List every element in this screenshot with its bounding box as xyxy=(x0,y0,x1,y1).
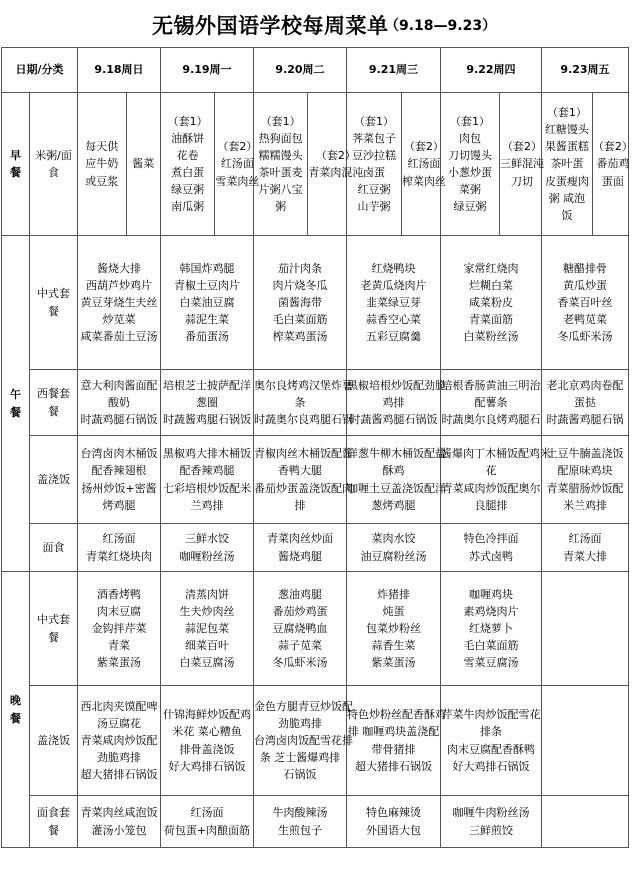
menu-cell xyxy=(78,796,161,848)
meal-label-dinner: 晚 餐 xyxy=(2,572,30,848)
menu-item: 蒜泥包菜 xyxy=(185,621,229,635)
menu-item: 劲脆鸡排 xyxy=(278,716,322,730)
menu-item: 每天供 xyxy=(85,140,119,154)
menu-cell xyxy=(161,524,254,572)
menu-item: 蒜子苋菜 xyxy=(278,639,322,653)
menu-item: 炸猪排 xyxy=(377,587,410,601)
menu-item: 五彩豆腐羹 xyxy=(366,330,421,344)
menu-item: 细菜百叶 xyxy=(185,639,229,653)
menu-item: 时蔬鸡腿石锅饭 xyxy=(80,413,158,427)
menu-item: 青菜大排 xyxy=(563,549,607,563)
dinner-noodle-row xyxy=(2,796,629,848)
menu-item: 排 咖喱鸡块盖浇配 xyxy=(347,725,440,739)
menu-item: 紫菜蛋汤 xyxy=(371,656,416,670)
menu-item: 番茄蛋汤 xyxy=(185,330,229,344)
menu-item: 生夫炒肉丝 xyxy=(179,604,235,618)
menu-item: 粥 xyxy=(275,200,287,214)
menu-item: 时蔬酱鸡腿石锅饭 xyxy=(349,413,438,427)
menu-item: 配薯条 xyxy=(474,395,508,409)
menu-item: 青菜咸肉炒饭配 xyxy=(80,733,158,747)
menu-item: 青菜肉混沌 xyxy=(308,166,364,179)
menu-item: 菜粥 xyxy=(459,183,481,197)
menu-item: （套1） xyxy=(353,114,394,128)
menu-item: 粥 咸泡 xyxy=(548,191,586,205)
menu-item: 青椒肉丝木桶饭配酱 xyxy=(254,447,353,461)
menu-cell xyxy=(161,436,254,524)
menu-item: （套2） xyxy=(592,140,633,154)
breakfast-cell xyxy=(542,93,633,236)
menu-item: 葱油鸡腿 xyxy=(278,587,322,601)
menu-item: 土豆牛腩盖浇饭 xyxy=(546,447,624,461)
menu-item: 茄汁肉条 xyxy=(278,261,322,275)
menu-cell xyxy=(161,236,254,370)
menu-item: 豆沙拉糕 xyxy=(351,148,396,162)
menu-cell xyxy=(347,436,446,524)
menu-item: 香菜百叶丝 xyxy=(557,295,613,309)
menu-item: （套1） xyxy=(450,114,490,128)
category-label: 中式套餐 xyxy=(30,572,78,686)
menu-item: 刀切馒头 xyxy=(448,148,492,162)
menu-item: 牛肉酸辣汤 xyxy=(272,806,328,820)
header-day: 9.21周三 xyxy=(347,48,441,93)
menu-cell xyxy=(542,236,629,370)
menu-item: 皮蛋瘦肉 xyxy=(544,174,589,188)
menu-item: 意大利肉酱面配 xyxy=(80,378,158,392)
menu-cell xyxy=(78,436,161,524)
menu-item: 红汤面 xyxy=(220,157,254,171)
menu-cell xyxy=(441,524,542,572)
menu-cell xyxy=(78,370,161,436)
menu-cell xyxy=(254,236,347,370)
category-label: 中式套餐 xyxy=(30,236,78,370)
header-day: 9.19周一 xyxy=(161,48,254,93)
menu-item: 肉末豆腐 xyxy=(97,604,141,618)
menu-item: 青菜腊肠炒饭配 xyxy=(546,481,624,495)
menu-item: 咸菜粉皮 xyxy=(469,295,513,309)
category-label: 面食 xyxy=(30,524,78,572)
menu-item: 培根芝士披萨配洋 xyxy=(163,378,251,392)
menu-item: 西北肉夹馍配啤 xyxy=(80,699,158,713)
menu-item: 酱烧鸡腿 xyxy=(278,549,322,563)
breakfast-cell xyxy=(78,93,161,236)
menu-item: 老鸭苋菜 xyxy=(563,313,607,327)
menu-cell xyxy=(161,686,254,796)
menu-item: 好大鸡排石锅饭 xyxy=(168,759,246,773)
menu-item: 绿豆粥 xyxy=(453,200,487,214)
menu-item: 雪菜肉丝 xyxy=(215,174,260,188)
menu-item: 汤豆腐花 xyxy=(97,716,141,730)
menu-item: 毛白菜面筋 xyxy=(463,639,519,653)
menu-cell xyxy=(78,236,161,370)
meal-label-lunch: 午 餐 xyxy=(2,236,30,572)
menu-item: 咖喱鸡块 xyxy=(469,587,513,601)
menu-item: 毛白菜面筋 xyxy=(272,313,328,327)
menu-item: （套2） xyxy=(217,140,258,154)
menu-cell xyxy=(542,436,629,524)
menu-item: 蒜香生菜 xyxy=(371,639,416,653)
menu-item: （套2） xyxy=(403,140,444,154)
menu-item: （套2） xyxy=(502,140,542,154)
menu-item: 包菜炒粉丝 xyxy=(366,621,421,635)
menu-item: 奥尔良烤鸡汉堡炸薯 xyxy=(254,378,353,392)
menu-item: 超大猪排石锅饭 xyxy=(355,759,432,773)
lunch-noodle-row xyxy=(2,524,629,572)
menu-item: 应牛奶 xyxy=(85,157,119,171)
menu-item: 白菜粉丝汤 xyxy=(463,330,519,344)
weekly-menu-table xyxy=(1,47,633,848)
menu-item: 红汤面 xyxy=(407,157,441,171)
menu-cell xyxy=(254,436,353,524)
menu-cell xyxy=(78,524,161,572)
menu-item: 台湾卤肉饭配雪花排 xyxy=(254,733,353,747)
menu-cell xyxy=(441,436,551,524)
meal-label-breakfast: 早 餐 xyxy=(2,93,30,236)
menu-item: 油豆腐粉丝汤 xyxy=(360,549,427,563)
menu-item: 良腿排 xyxy=(474,498,508,512)
menu-item: 白菜油豆腐 xyxy=(179,295,235,309)
menu-item: 时蔬奥尔良烤鸡腿石 xyxy=(441,413,541,427)
menu-item: 果酱蛋糕 xyxy=(544,140,589,154)
menu-cell xyxy=(347,686,446,796)
menu-item: 配香辣翅根 xyxy=(91,464,147,478)
menu-item: 红烧萝卜 xyxy=(469,621,513,635)
menu-item: 七彩培根炒饭配米 xyxy=(163,481,251,495)
menu-item: 绿豆粥 xyxy=(171,183,205,197)
menu-item: 榨菜鸡蛋汤 xyxy=(272,330,328,344)
menu-item: （套1） xyxy=(260,114,301,128)
menu-cell xyxy=(542,796,629,848)
menu-item: 酱菜 xyxy=(132,157,155,171)
menu-item: 排条 xyxy=(480,725,502,739)
menu-item: 金色方腿青豆炒饭配 xyxy=(254,699,353,713)
menu-cell xyxy=(254,686,353,796)
menu-item: 豆腐烧鸭血 xyxy=(272,621,328,635)
menu-item: 冬瓜虾米汤 xyxy=(272,656,328,670)
menu-item: 炒苋菜 xyxy=(102,313,136,327)
menu-item: 咖喱粉丝汤 xyxy=(179,549,235,563)
menu-cell xyxy=(542,686,629,796)
menu-item: 小葱炒蛋 xyxy=(448,166,492,179)
menu-item: 家常红烧肉 xyxy=(463,261,519,275)
menu-cell xyxy=(347,796,441,848)
category-label: 盖浇饭 xyxy=(30,686,78,796)
menu-item: 好大鸡排石锅饭 xyxy=(452,759,530,773)
menu-item: 时蔬奥尔良鸡腿石锅 xyxy=(254,413,353,427)
menu-cell xyxy=(161,572,254,686)
menu-item: 台湾卤肉木桶饭 xyxy=(80,447,158,461)
menu-item: 韩国炸鸡腿 xyxy=(179,261,235,275)
header-day: 9.23周五 xyxy=(542,48,629,93)
menu-item: 卤蛋 xyxy=(362,166,385,179)
menu-item: 条 芝士酱爆鸡排 xyxy=(259,751,341,765)
menu-item: 青菜咸肉炒饭配奥尔 xyxy=(441,481,541,495)
menu-cell xyxy=(441,796,542,848)
menu-cell xyxy=(347,572,441,686)
menu-item: 南瓜粥 xyxy=(171,200,205,214)
menu-item: 茶叶蛋麦 xyxy=(258,166,303,179)
menu-item: 青菜肉丝咸泡饭 xyxy=(80,806,158,820)
menu-cell xyxy=(441,236,542,370)
menu-item: 洋葱牛柳木桶饭配盐 xyxy=(347,447,446,461)
menu-cell xyxy=(254,796,347,848)
menu-item: 青菜面筋 xyxy=(469,313,513,327)
header-day: 9.18周日 xyxy=(78,48,161,93)
menu-item: 特色冷拌面 xyxy=(463,532,519,546)
menu-cell xyxy=(441,370,542,436)
menu-item: 酒香烤鸭 xyxy=(97,587,141,601)
menu-item: 特色麻辣烫 xyxy=(366,806,421,820)
menu-item: 条 xyxy=(294,395,306,409)
menu-item: 超大猪排石锅饭 xyxy=(80,768,158,782)
lunch-cn-row xyxy=(2,236,629,370)
menu-item: 菌酱海带 xyxy=(278,295,322,309)
menu-item: 炖蛋 xyxy=(382,604,405,618)
menu-item: 蛋挞 xyxy=(574,395,596,409)
menu-item: 菜肉水饺 xyxy=(371,532,416,546)
menu-item: 番茄炒鸡蛋 xyxy=(272,604,328,618)
header-day: 9.20周二 xyxy=(254,48,347,93)
menu-item: 兰鸡排 xyxy=(190,498,224,512)
menu-item: 烂糊白菜 xyxy=(469,278,513,292)
menu-item: 三鲜水饺 xyxy=(185,532,229,546)
menu-item: 红汤面 xyxy=(190,806,224,820)
menu-item: 排 xyxy=(294,498,306,512)
menu-item: 老北京鸡肉卷配 xyxy=(546,378,624,392)
menu-item: 葱烤鸡腿 xyxy=(371,498,416,512)
menu-item: 时蔬酱鸡腿石锅 xyxy=(546,413,624,427)
menu-item: 糖醋排骨 xyxy=(563,261,607,275)
lunch-rice-row xyxy=(2,436,629,524)
menu-item: 紫菜蛋汤 xyxy=(97,656,141,670)
page-title: 无锡外国语学校每周菜单 xyxy=(152,14,389,38)
lunch-west-row xyxy=(2,370,629,436)
menu-item: 咸菜番茄土豆汤 xyxy=(80,330,158,344)
menu-item: 咖喱土豆盖浇饭配洋 xyxy=(347,481,446,495)
menu-item: 老黄瓜烧肉片 xyxy=(360,278,427,292)
menu-item: 芹菜牛肉炒饭配雪花 xyxy=(441,708,541,722)
menu-item: 荷包蛋+肉酿面筋 xyxy=(163,823,251,837)
breakfast-row xyxy=(2,93,629,236)
menu-item: 石锅饭 xyxy=(283,768,317,782)
menu-title-bar xyxy=(0,10,630,42)
menu-item: 番茄炒蛋盖浇饭配肉 xyxy=(254,481,353,495)
menu-item: 金钩拌芹菜 xyxy=(91,621,147,635)
menu-item: 配原味鸡块 xyxy=(557,464,613,478)
menu-item: 青菜肉丝炒面 xyxy=(267,532,333,546)
menu-item: 或豆浆 xyxy=(85,174,119,188)
menu-cell xyxy=(254,370,353,436)
menu-item: 米兰鸡排 xyxy=(563,498,607,512)
menu-cell xyxy=(347,236,441,370)
menu-item: 灌汤小笼包 xyxy=(91,823,147,837)
menu-item: 茶叶蛋 xyxy=(550,157,584,171)
menu-item: 蒜香空心菜 xyxy=(366,313,421,327)
menu-item: 带骨猪排 xyxy=(371,742,416,756)
menu-item: 蛋面 xyxy=(601,174,624,188)
menu-cell xyxy=(542,524,629,572)
menu-item: 花 xyxy=(485,464,497,478)
menu-cell xyxy=(347,370,446,436)
dinner-rice-row xyxy=(2,686,629,796)
menu-item: 蒜泥生菜 xyxy=(185,313,229,327)
menu-item: 花卷 xyxy=(176,148,199,162)
menu-item: 清蒸肉饼 xyxy=(185,587,229,601)
menu-item: 刀切 xyxy=(511,174,533,188)
category-label: 米粥/面食 xyxy=(30,93,78,236)
menu-item: 肉末豆腐配香酥鸭 xyxy=(447,742,535,756)
menu-item: 生煎包子 xyxy=(278,823,322,837)
menu-item: 配香辣鸡腿 xyxy=(179,464,235,478)
menu-item: 劲脆鸡排 xyxy=(97,751,141,765)
menu-cell xyxy=(441,572,542,686)
menu-item: 红烧鸭块 xyxy=(371,261,416,275)
menu-item: 片粥八宝 xyxy=(258,183,303,197)
menu-item: 雪菜豆腐汤 xyxy=(463,656,519,670)
menu-item: 鸡排 xyxy=(382,395,405,409)
menu-cell xyxy=(78,572,161,686)
menu-item: 咖喱牛肉粉丝汤 xyxy=(452,806,530,820)
header-row xyxy=(2,48,629,93)
menu-item: 榨菜肉丝 xyxy=(401,174,446,188)
menu-item: 酱烧大排 xyxy=(97,261,141,275)
menu-item: 培根香肠黄油三明治 xyxy=(441,378,541,392)
menu-cell xyxy=(542,572,629,686)
menu-cell xyxy=(347,524,441,572)
menu-item: 油酥饼 xyxy=(171,131,205,145)
menu-item: 红糖馒头 xyxy=(544,123,589,137)
menu-cell xyxy=(441,686,542,796)
menu-item: 素鸡烧肉片 xyxy=(463,604,519,618)
breakfast-cell xyxy=(441,93,542,236)
menu-item: 扬州炒饭+密酱 xyxy=(81,481,157,495)
menu-item: 青菜红烧块肉 xyxy=(86,549,152,563)
menu-item: 酥鸡 xyxy=(382,464,405,478)
menu-cell xyxy=(161,796,254,848)
menu-item: 黄豆芽烧生夫丝 xyxy=(80,295,158,309)
menu-item: 香鸭大腿 xyxy=(278,464,322,478)
menu-item: 三鲜混沌 xyxy=(500,157,544,171)
menu-item: 红汤面 xyxy=(568,532,602,546)
menu-item: 红汤面 xyxy=(102,532,136,546)
menu-item: 番茄鸡 xyxy=(596,157,630,171)
menu-item: 时蔬酱鸡腿石锅饭 xyxy=(163,413,251,427)
menu-item: 韭菜绿豆芽 xyxy=(366,295,421,309)
menu-item: 烤鸡腿 xyxy=(102,498,136,512)
menu-item: 葱圈 xyxy=(196,395,218,409)
header-corner: 日期/分类 xyxy=(2,48,78,93)
menu-item: 煮白蛋 xyxy=(171,166,205,179)
menu-item: 冬瓜虾米汤 xyxy=(557,330,613,344)
menu-item: 黑椒培根炒饭配劲脆 xyxy=(347,378,446,392)
menu-item: 酸奶 xyxy=(108,395,130,409)
menu-item: 苏式卤鸭 xyxy=(469,549,513,563)
category-label: 面食套餐 xyxy=(30,796,78,848)
menu-item: 西葫芦炒鸡片 xyxy=(86,278,152,292)
header-day: 9.22周四 xyxy=(441,48,542,93)
menu-item: 山芋粥 xyxy=(357,200,391,214)
menu-cell xyxy=(254,572,347,686)
menu-item: 荠菜包子 xyxy=(351,131,396,145)
menu-item: 什锦海鲜炒饭配鸡 xyxy=(163,708,251,722)
menu-item: 肉包 xyxy=(459,131,481,145)
menu-cell xyxy=(542,370,629,436)
menu-item: （套2） xyxy=(315,148,356,162)
date-range: （9.18—9.23） xyxy=(385,18,497,34)
dinner-cn-row xyxy=(2,572,629,686)
menu-cell xyxy=(161,370,254,436)
menu-item: 红豆粥 xyxy=(357,183,391,197)
menu-item: （套1） xyxy=(546,106,587,120)
menu-item: 黑椒鸡大排木桶饭 xyxy=(163,447,251,461)
menu-item: 排骨盖浇饭 xyxy=(179,742,235,756)
menu-cell xyxy=(254,524,347,572)
menu-item: 青菜 xyxy=(108,639,130,653)
menu-item: 外国语大包 xyxy=(366,823,421,837)
menu-item: 特色炒粉丝配香酥鸡 xyxy=(347,708,446,722)
menu-item: 肉片烧冬瓜 xyxy=(272,278,328,292)
menu-item: 米花 菜心糟鱼 xyxy=(172,725,242,739)
category-label: 西餐套餐 xyxy=(30,370,78,436)
menu-item: 热狗面包 xyxy=(258,131,303,145)
menu-item: 白菜豆腐汤 xyxy=(179,656,235,670)
menu-item: 糯糯馒头 xyxy=(258,148,303,162)
menu-item: 黄瓜炒蛋 xyxy=(563,278,607,292)
category-label: 盖浇饭 xyxy=(30,436,78,524)
breakfast-cell xyxy=(161,93,260,236)
menu-item: （套1） xyxy=(167,114,208,128)
breakfast-cell xyxy=(347,93,446,236)
menu-item: 酱爆肉丁木桶饭配鸡米 xyxy=(441,447,551,461)
menu-item: 三鲜煎饺 xyxy=(469,823,513,837)
menu-item: 青椒土豆肉片 xyxy=(174,278,240,292)
menu-item: 饭 xyxy=(561,208,573,222)
breakfast-cell xyxy=(254,93,364,236)
menu-cell xyxy=(78,686,161,796)
